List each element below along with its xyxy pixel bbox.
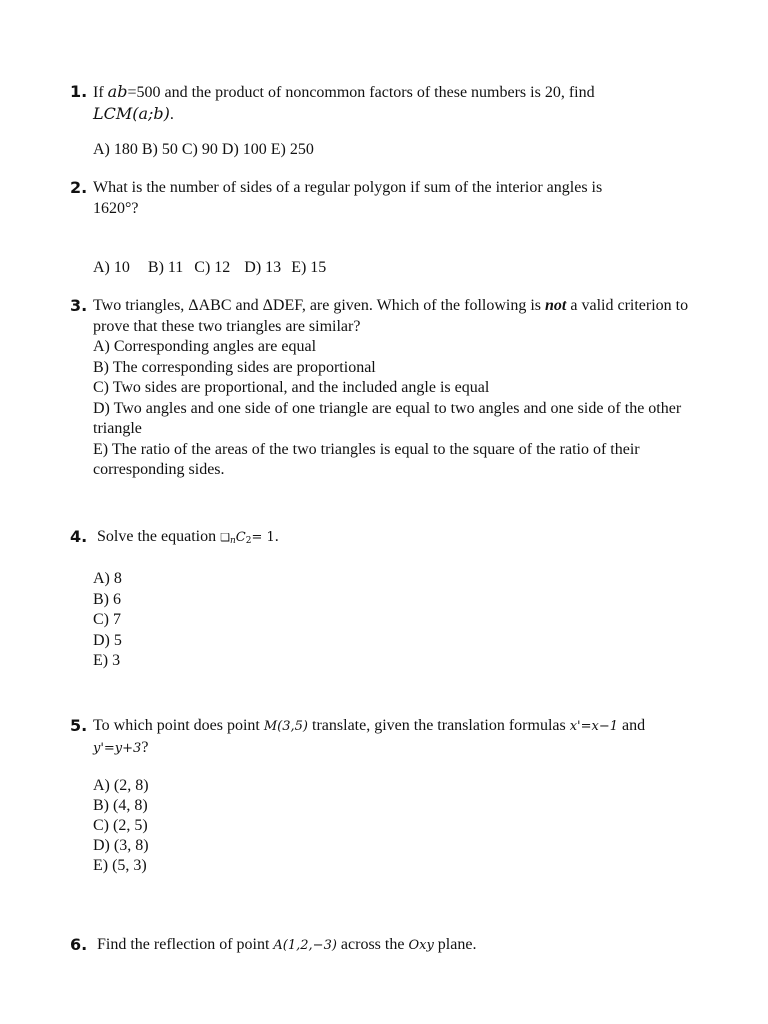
- math-combination: $❑_nC_2= 1$: [220, 530, 275, 546]
- question-number: 6.: [70, 935, 88, 954]
- option-a: A) 8: [93, 570, 122, 587]
- answer-options: [93, 776, 149, 876]
- question-4: [70, 527, 720, 677]
- question-6: [70, 935, 720, 965]
- option-e: E) The ratio of the areas of the two triangles is equal to the square of the ratio of their corresponding sides.: [93, 440, 640, 478]
- question-number: 1.: [70, 82, 88, 101]
- question-3: [70, 296, 720, 496]
- question-text: Find the reflection of point A(1,2,−3) across the Oxy plane.: [97, 936, 477, 953]
- option-b: B) 11: [147, 259, 184, 276]
- emphasis-not: not: [545, 297, 567, 314]
- option-a: A) (2, 8): [93, 777, 149, 794]
- question-number: 2.: [70, 178, 88, 197]
- option-d: D) 5: [93, 631, 122, 649]
- option-b: B) (4, 8): [93, 797, 148, 814]
- question-number: 5.: [70, 716, 88, 735]
- math-plane: Oxy: [408, 938, 434, 953]
- math-ab: ab: [107, 82, 128, 101]
- math-point-a: A(1,2,−3): [273, 938, 337, 953]
- option-d: D) 13: [244, 259, 282, 276]
- option-c: C) 7: [93, 611, 121, 628]
- question-text: If ab=500 and the product of noncommon factors of these numbers is 20, find LCM(a;b).: [93, 82, 595, 123]
- answer-options: [93, 569, 122, 672]
- question-number: 4.: [70, 527, 88, 546]
- option-a: A) 10: [93, 259, 130, 276]
- option-c: C) (2, 5): [93, 817, 148, 834]
- math-point-m: M(3,5): [263, 719, 309, 734]
- question-1: [70, 82, 720, 172]
- math-formula-y: y'=y+3: [93, 740, 142, 756]
- option-d: D) Two angles and one side of one triangle are equal to two angles and one side of the other triangle: [93, 399, 682, 437]
- question-2: [70, 178, 720, 283]
- option-e: E) 15: [291, 259, 327, 276]
- option-c: C) Two sides are proportional, and the included angle is equal: [93, 379, 490, 396]
- option-e: E) 3: [93, 652, 121, 669]
- option-c: C) 12: [194, 259, 231, 276]
- question-number: 3.: [70, 296, 88, 315]
- question-text: Solve the equation $❑_nC_2= 1$.: [97, 528, 279, 546]
- option-b: B) The corresponding sides are proportional: [93, 358, 376, 376]
- question-5: [70, 716, 720, 876]
- question-text: What is the number of sides of a regular polygon if sum of the interior angles is 1620°?: [93, 179, 603, 217]
- math-formula-x: x'=x−1: [569, 719, 619, 734]
- answer-options: A) 180 B) 50 C) 90 D) 100 E) 250: [93, 141, 314, 158]
- question-text: To which point does point M(3,5) translate, given the translation formulas x'=x−1 and y'=y+3?: [93, 717, 646, 756]
- option-d: D) (3, 8): [93, 837, 149, 854]
- option-a: A) Corresponding angles are equal: [93, 338, 317, 355]
- option-b: B) 6: [93, 590, 121, 608]
- question-text: Two triangles, ΔABC and ΔDEF, are given. Which of the following is not a valid criterion to prove that these two triangles are similar? A) Corresponding angles are equal B) The corresponding sides are proportional C) Two sides are proportional, and the included angle is equal D) Two angles and one side of one triangle are equal to two angles and one side of the other triangle E) The ratio of the areas of the two triangles is equal to the square of the ratio of their corresponding sides.: [93, 297, 689, 478]
- math-lcm: LCM: [93, 103, 133, 123]
- option-e: E) (5, 3): [93, 857, 147, 874]
- answer-options: [93, 258, 326, 279]
